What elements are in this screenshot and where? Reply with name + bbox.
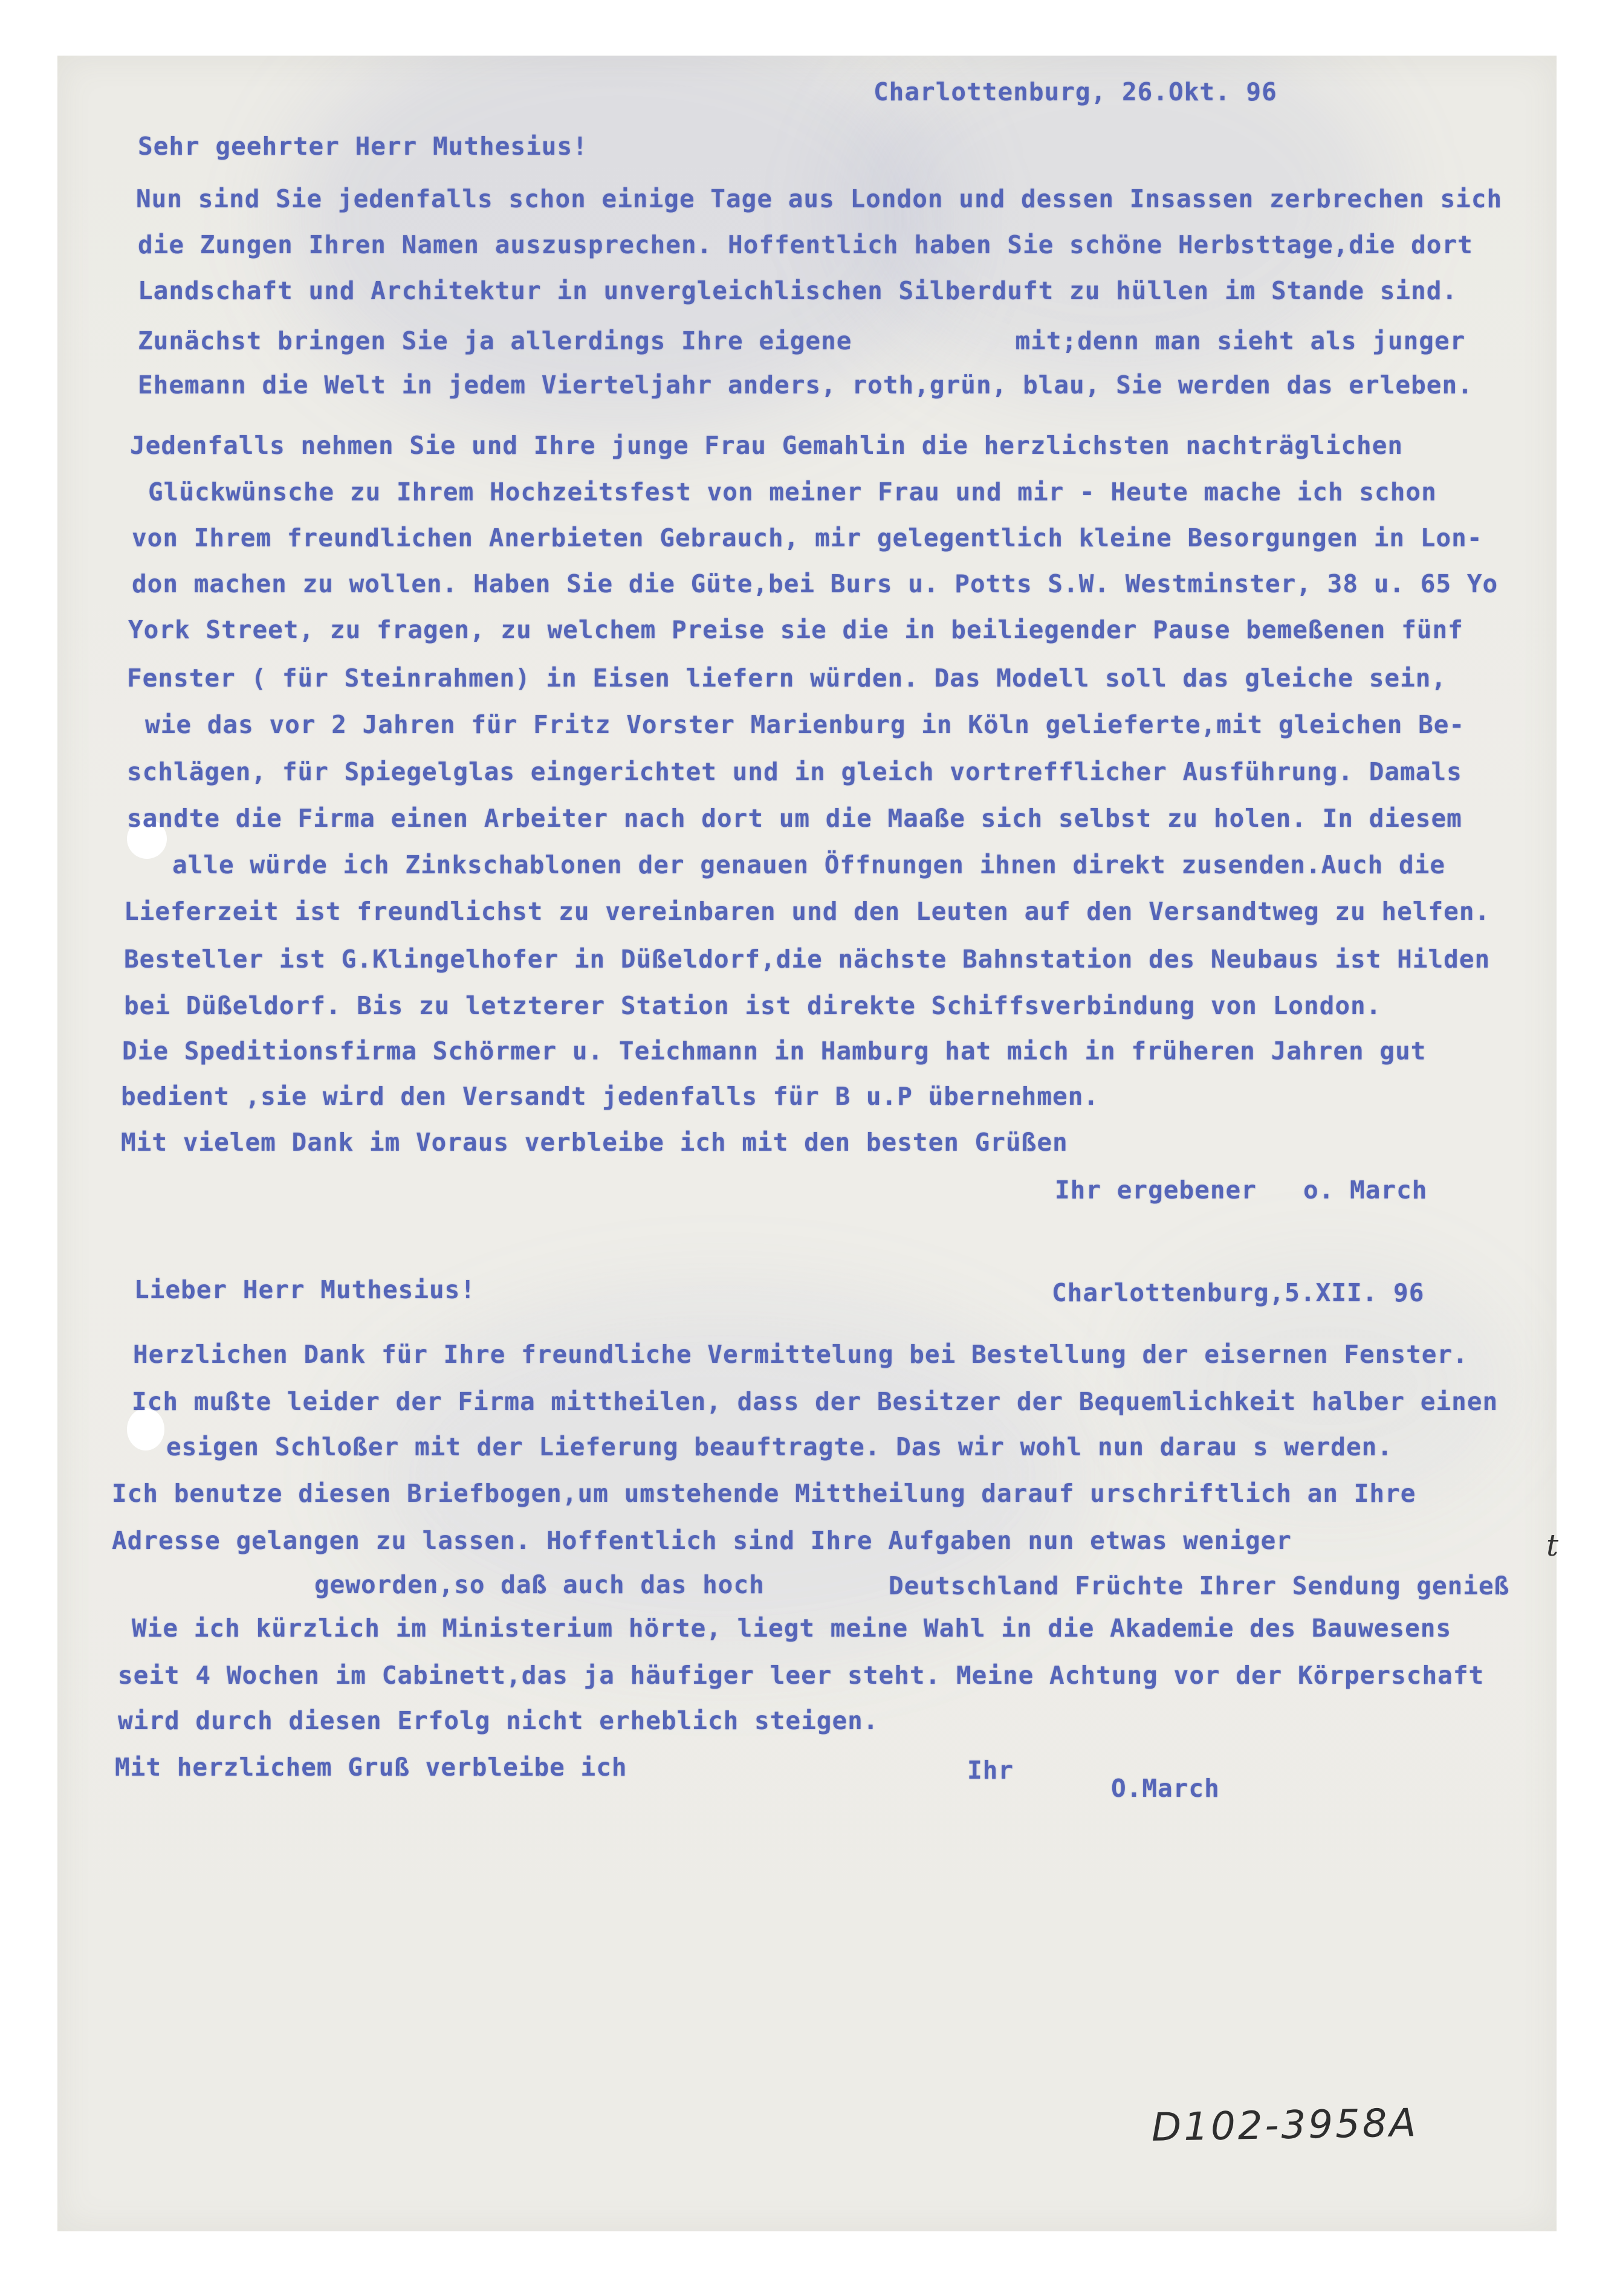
letter1-signature: o. March — [1303, 1175, 1428, 1205]
letter1-line: York Street, zu fragen, zu welchem Preise sie die in beiliegender Pause bemeßenen fünf — [128, 615, 1463, 644]
letter1-line: die Zungen Ihren Namen auszusprechen. Hoffentlich haben Sie schöne Herbsttage,die dort — [138, 230, 1473, 259]
letter1-line: Ehemann die Welt in jedem Vierteljahr anders, roth,grün, blau, Sie werden das erleben. — [138, 370, 1473, 399]
letter1-line: von Ihrem freundlichen Anerbieten Gebrauch, mir gelegentlich kleine Besorgungen in Lon- — [132, 523, 1483, 552]
letter1-line: Mit vielem Dank im Voraus verbleibe ich mit den besten Grüßen — [121, 1128, 1068, 1157]
letter2-signature: O.March — [1111, 1774, 1220, 1803]
letter2-gap-left: geworden,so daß auch das hoch — [314, 1570, 765, 1599]
letter1-line: Landschaft und Architektur in unvergleichlischen Silberduft zu hüllen im Stande sind. — [138, 276, 1458, 305]
letter1-line: Fenster ( für Steinrahmen) in Eisen liefern würden. Das Modell soll das gleiche sein, — [127, 664, 1447, 693]
letter1-line: Glückwünsche zu Ihrem Hochzeitsfest von meiner Frau und mir - Heute mache ich schon — [148, 477, 1437, 506]
letter1-line: bei Düßeldorf. Bis zu letzterer Station ist direkte Schiffsverbindung von London. — [124, 991, 1382, 1020]
letter2-gap-right: Deutschland Früchte Ihrer Sendung genieß — [889, 1571, 1510, 1600]
letter2-place-date: Charlottenburg,5.XII. 96 — [1052, 1278, 1425, 1307]
letter2-closing: Ihr — [967, 1756, 1014, 1785]
letter1-line: wie das vor 2 Jahren für Fritz Vorster Marienburg in Köln gelieferte,mit gleichen Be- — [145, 710, 1465, 739]
letter1-gap-line — [138, 326, 1465, 355]
letter2-line: Adresse gelangen zu lassen. Hoffentlich sind Ihre Aufgaben nun etwas weniger — [112, 1526, 1292, 1555]
letter1-line: schlägen, für Spiegelglas eingerichtet und in gleich vortrefflicher Ausführung. Damals — [127, 757, 1462, 786]
letter2-line: Wie ich kürzlich im Ministerium hörte, liegt meine Wahl in die Akademie des Bauwesens — [132, 1614, 1452, 1643]
letter1-salutation: Sehr geehrter Herr Muthesius! — [138, 132, 588, 161]
letter1-closing-line — [1055, 1175, 1427, 1205]
archive-number: D102-3958A — [1151, 2101, 1419, 2150]
letter1-line: Die Speditionsfirma Schörmer u. Teichmann in Hamburg hat mich in früheren Jahren gut — [122, 1036, 1427, 1066]
letter2-line: esigen Schloßer mit der Lieferung beauftragte. Das wir wohl nun darau s werden. — [166, 1432, 1393, 1461]
letter1-place-date: Charlottenburg, 26.Okt. 96 — [873, 77, 1277, 106]
letter1-line: sandte die Firma einen Arbeiter nach dort um die Maaße sich selbst zu holen. In diesem — [127, 804, 1462, 833]
letter1-line: Besteller ist G.Klingelhofer in Düßeldorf,die nächste Bahnstation des Neubaus ist Hilden — [124, 945, 1491, 974]
letter2-salutation: Lieber Herr Muthesius! — [134, 1275, 476, 1304]
margin-mark: t — [1546, 1528, 1559, 1563]
letter1-gap-left: Zunächst bringen Sie ja allerdings Ihre eigene — [138, 326, 852, 355]
letter1-line: don machen zu wollen. Haben Sie die Güte,bei Burs u. Potts S.W. Westminster, 38 u. 65 Yo — [132, 569, 1499, 598]
letter2-line: Herzlichen Dank für Ihre freundliche Vermittelung bei Bestellung der eisernen Fenster. — [133, 1340, 1468, 1369]
letter2-line: Mit herzlichem Gruß verbleibe ich — [115, 1753, 627, 1782]
letter2-line: seit 4 Wochen im Cabinett,das ja häufiger leer steht. Meine Achtung vor der Körperschaft — [118, 1661, 1485, 1690]
letter2-line: Ich benutze diesen Briefbogen,um umstehende Mittheilung darauf urschriftlich an Ihre — [112, 1479, 1416, 1508]
letter2-line: Ich mußte leider der Firma mittheilen, dass der Besitzer der Bequemlichkeit halber einen — [132, 1387, 1499, 1416]
letter1-line: Lieferzeit ist freundlichst zu vereinbaren und den Leuten auf den Versandtweg zu helfen. — [124, 897, 1491, 926]
letter2-line: wird durch diesen Erfolg nicht erheblich steigen. — [118, 1706, 879, 1735]
letter1-line: Jedenfalls nehmen Sie und Ihre junge Frau Gemahlin die herzlichsten nachträglichen — [130, 431, 1404, 460]
letter1-line: bedient ,sie wird den Versandt jedenfalls für B u.P übernehmen. — [121, 1082, 1100, 1111]
letter1-line: Nun sind Sie jedenfalls schon einige Tage aus London und dessen Insassen zerbrechen sich — [136, 184, 1503, 213]
letter1-closing: Ihr ergebener — [1055, 1175, 1257, 1205]
letter1-line: alle würde ich Zinkschablonen der genauen Öffnungen ihnen direkt zusenden.Auch die — [172, 850, 1446, 879]
letter1-gap-right: mit;denn man sieht als junger — [1015, 326, 1466, 355]
